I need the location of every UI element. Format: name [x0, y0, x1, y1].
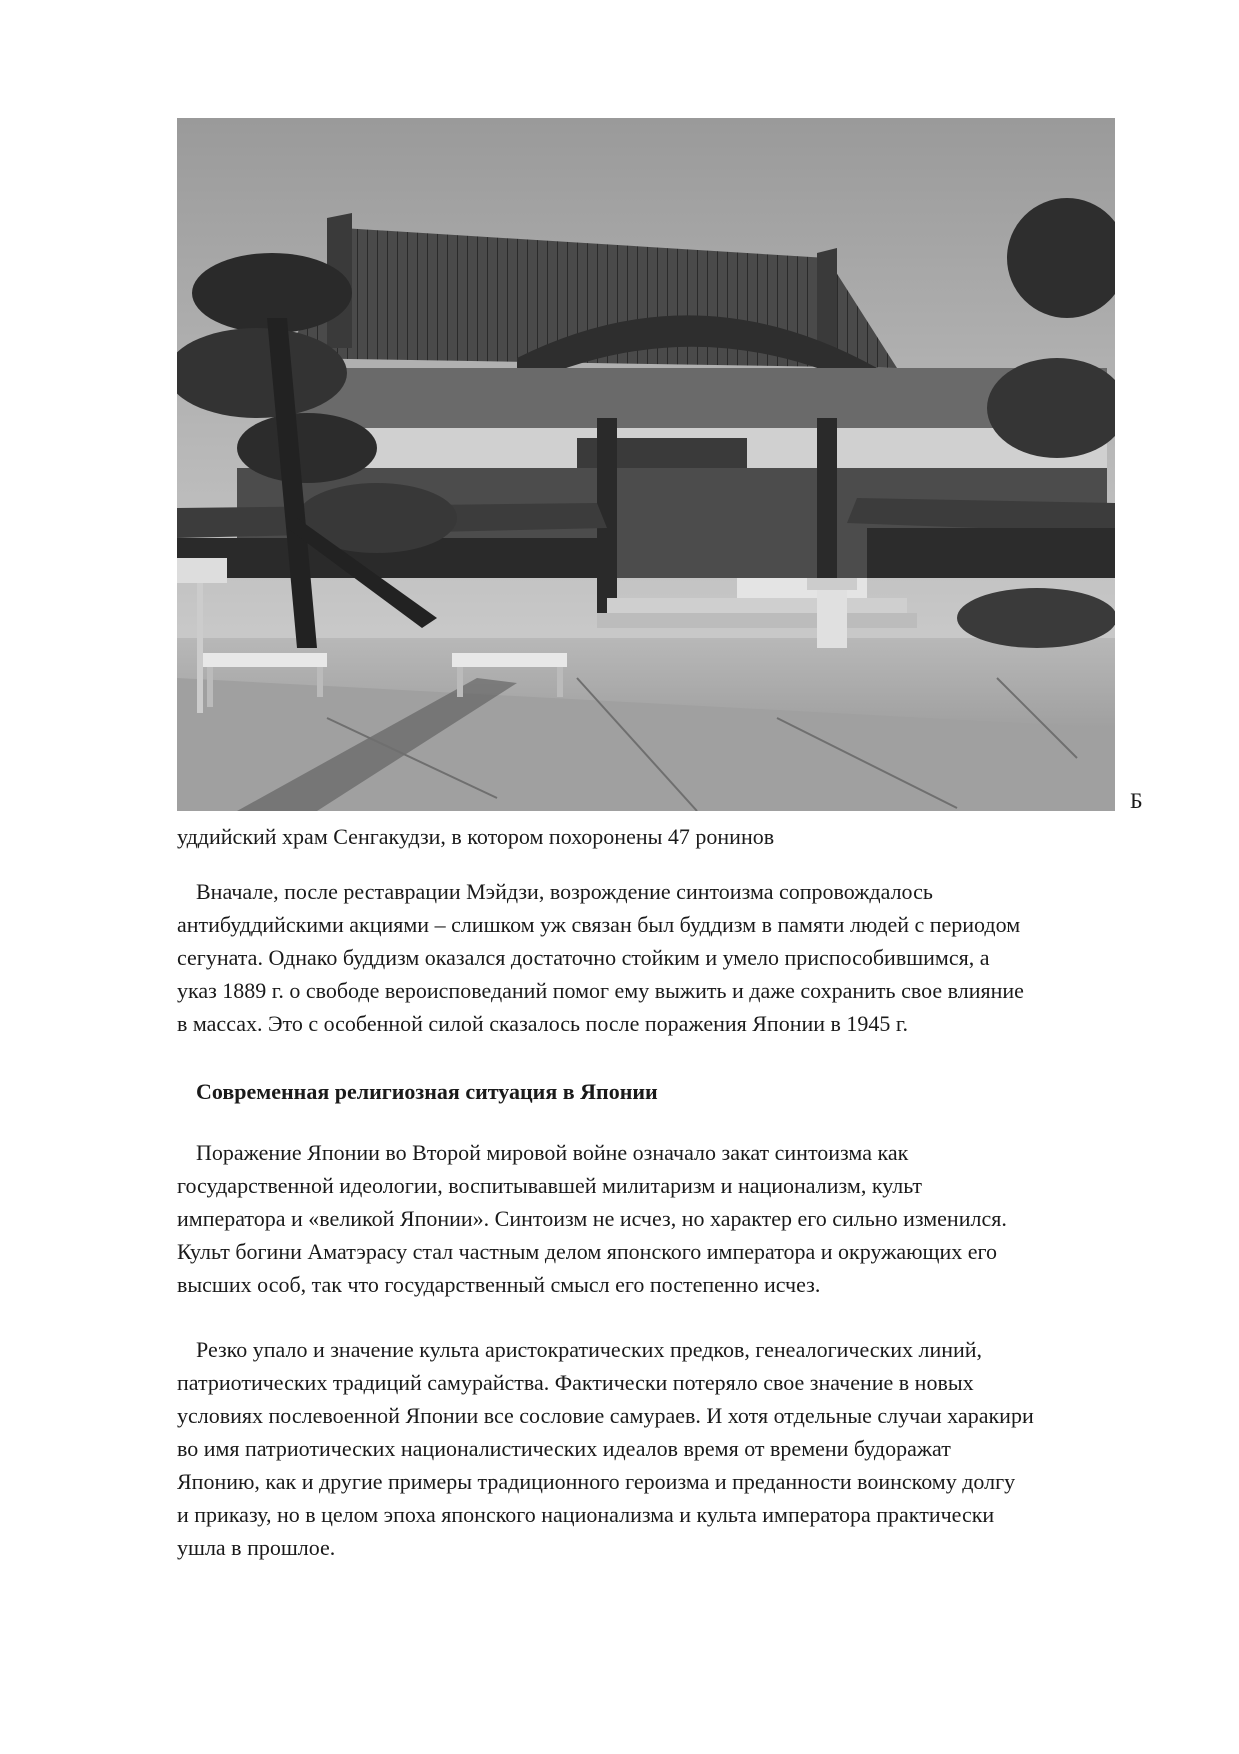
text-line: Поражение Японии во Второй мировой войне означало закат синтоизма как [196, 1140, 909, 1165]
text-line: в массах. Это с особенной силой сказалось после поражения Японии в 1945 г. [177, 1011, 908, 1036]
text-line: условиях послевоенной Японии все сословие самураев. И хотя отдельные случаи харакири [177, 1403, 1034, 1428]
text-line: указ 1889 г. о свободе вероисповеданий помог ему выжить и даже сохранить свое влияние [177, 978, 1024, 1003]
paragraph-2 [177, 1136, 1167, 1301]
text-line: Культ богини Аматэрасу стал частным делом японского императора и окружающих его [177, 1239, 998, 1264]
text-line: во имя патриотических националистических идеалов время от времени будоражат [177, 1436, 951, 1461]
text-line: государственной идеологии, воспитывавшей милитаризм и национализм, культ [177, 1173, 923, 1198]
paragraph-1 [177, 875, 1167, 1040]
text-line: императора и «великой Японии». Синтоизм не исчез, но характер его сильно изменился. [177, 1206, 1007, 1231]
text-line: Японию, как и другие примеры традиционного героизма и преданности воинскому долгу [177, 1469, 1016, 1494]
text-line: сегуната. Однако буддизм оказался достаточно стойким и умело приспособившимся, а [177, 945, 990, 970]
temple-photo [177, 118, 1115, 811]
text-line: Резко упало и значение культа аристократических предков, генеалогических линий, [196, 1337, 983, 1362]
text-line: патриотических традиций самурайства. Фактически потеряло свое значение в новых [177, 1370, 974, 1395]
text-line: Вначале, после реставрации Мэйдзи, возрождение синтоизма сопровождалось [196, 879, 933, 904]
figure-caption-initial: Б [1130, 788, 1143, 813]
paragraph-3 [177, 1333, 1167, 1564]
text-line: антибуддийскими акциями – слишком уж связан был буддизм в памяти людей с периодом [177, 912, 1021, 937]
text-line: и приказу, но в целом эпоха японского национализма и культа императора практически [177, 1502, 995, 1527]
figure-caption: уддийский храм Сенгакудзи, в котором похоронены 47 ронинов [177, 824, 775, 849]
text-line: ушла в прошлое. [177, 1535, 336, 1560]
text-line: высших особ, так что государственный смысл его постепенно исчез. [177, 1272, 821, 1297]
section-heading: Современная религиозная ситуация в Японии [196, 1079, 658, 1104]
